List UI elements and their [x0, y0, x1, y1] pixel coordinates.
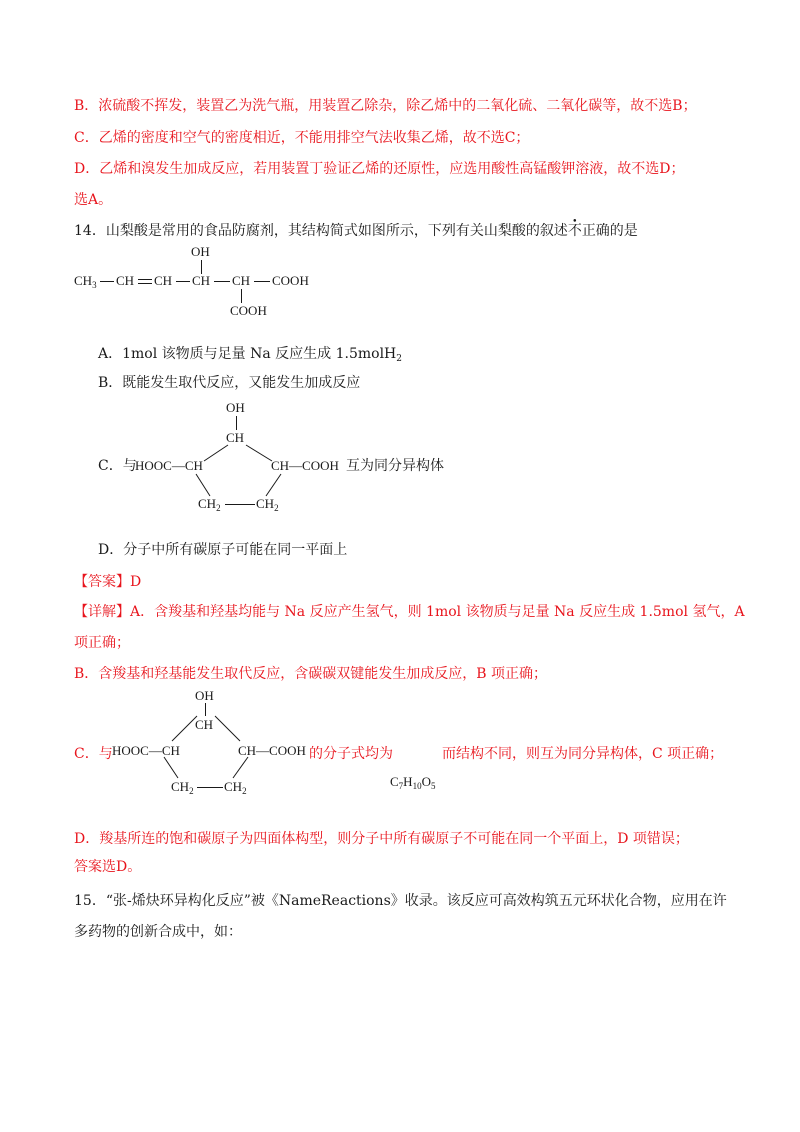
ring1-ch2-right: $CH_2$: [256, 496, 279, 513]
ring2-ch-cooh: CH—COOH: [238, 743, 306, 758]
ring2-oh: OH: [195, 688, 214, 703]
detail-b: B．含羧基和羟基能发生取代反应，含碳碳双键能发生加成反应，B 项正确；: [74, 666, 548, 682]
ring2-ch-top: CH: [195, 717, 214, 732]
ring1-ch-cooh: CH—COOH: [271, 458, 339, 473]
detail-a-line2: 项正确；: [74, 635, 130, 651]
answer-label: 【答案】: [74, 574, 130, 590]
ring2-ch2-right: $CH_2$: [224, 779, 247, 796]
detail-c-suffix: 而结构不同，则互为同分异构体，C 项正确；: [442, 746, 724, 762]
option-c-suffix: 互为同分异构体: [346, 458, 444, 474]
detail-c-mid: 的分子式均为: [309, 746, 393, 762]
explanation-conclusion: 选A。: [74, 192, 113, 208]
question-14-stem-part1: 14．山梨酸是常用的食品防腐剂，其结构简式如图所示，下列有关山梨酸的叙述: [74, 223, 568, 239]
option-d: D．分子中所有碳原子可能在同一平面上: [98, 542, 348, 558]
question-15-line1: 15．“张-烯炔环异构化反应”被《NameReactions》收录。该反应可高效构筑五元环状化合物，应用在许: [74, 893, 727, 909]
option-c-prefix: C．与: [98, 458, 137, 474]
ring2-hooc-ch: HOOC—CH: [112, 743, 180, 758]
structure-ch-3: CH: [192, 273, 211, 288]
question-15-line2: 多药物的创新合成中，如：: [74, 924, 242, 940]
answer: [74, 572, 141, 592]
ring2-bond-bottom: [197, 787, 223, 788]
structure-ch3: $CH_3$: [74, 273, 97, 290]
ring1-ch-top: CH: [226, 430, 245, 445]
structure-ch-2: CH: [154, 273, 173, 288]
detail-d: D．羧基所连的饱和碳原子为四面体构型，则分子中所有碳原子不可能在同一个平面上，D 项错误；: [74, 831, 689, 847]
ring1-hooc-ch: HOOC—CH: [135, 458, 203, 473]
structure-ch-4: CH: [232, 273, 251, 288]
detail-conclusion: 答案选D。: [74, 859, 142, 875]
formula-c7h10o5: $C_7H_{10}O_5$: [390, 774, 436, 791]
structure-cooh-down: COOH: [230, 303, 267, 318]
option-a: A．1mol 该物质与足量 Na 反应生成 1.5molH$_2$: [98, 346, 402, 364]
answer-value: D: [130, 574, 142, 590]
explanation-option-b: B．浓硫酸不挥发，装置乙为洗气瓶，用装置乙除杂，除乙烯中的二氧化硫、二氧化碳等，故不选B；: [74, 98, 697, 114]
detail-label: 【详解】: [74, 604, 130, 620]
structure-oh: OH: [191, 244, 210, 259]
structure-ch-1: CH: [116, 273, 135, 288]
ring2-ch2-left: $CH_2$: [171, 779, 194, 796]
detail-a-line1: 【详解】A．含羧基和羟基均能与 Na 反应产生氢气，则 1mol 该物质与足量 Na 反应生成 1.5mol 氢气，A: [74, 604, 745, 620]
explanation-option-c: C．乙烯的密度和空气的密度相近，不能用排空气法收集乙烯，故不选C；: [74, 130, 530, 146]
structure-cooh-right: COOH: [272, 273, 309, 288]
detail-c-prefix: C．与: [74, 746, 113, 762]
ring2-bond-oh: [205, 703, 206, 716]
ring1-ch2-left: $CH_2$: [198, 496, 221, 513]
question-14-emphasis: 不: [567, 223, 582, 239]
question-14-stem-part2: 正确的是: [581, 223, 638, 239]
option-b: B．既能发生取代反应，又能发生加成反应: [98, 375, 361, 391]
explanation-option-d: D．乙烯和溴发生加成反应，若用装置丁验证乙烯的还原性，应选用酸性高锰酸钾溶液，故不选D；: [74, 161, 685, 177]
ring1-oh: OH: [226, 400, 245, 415]
